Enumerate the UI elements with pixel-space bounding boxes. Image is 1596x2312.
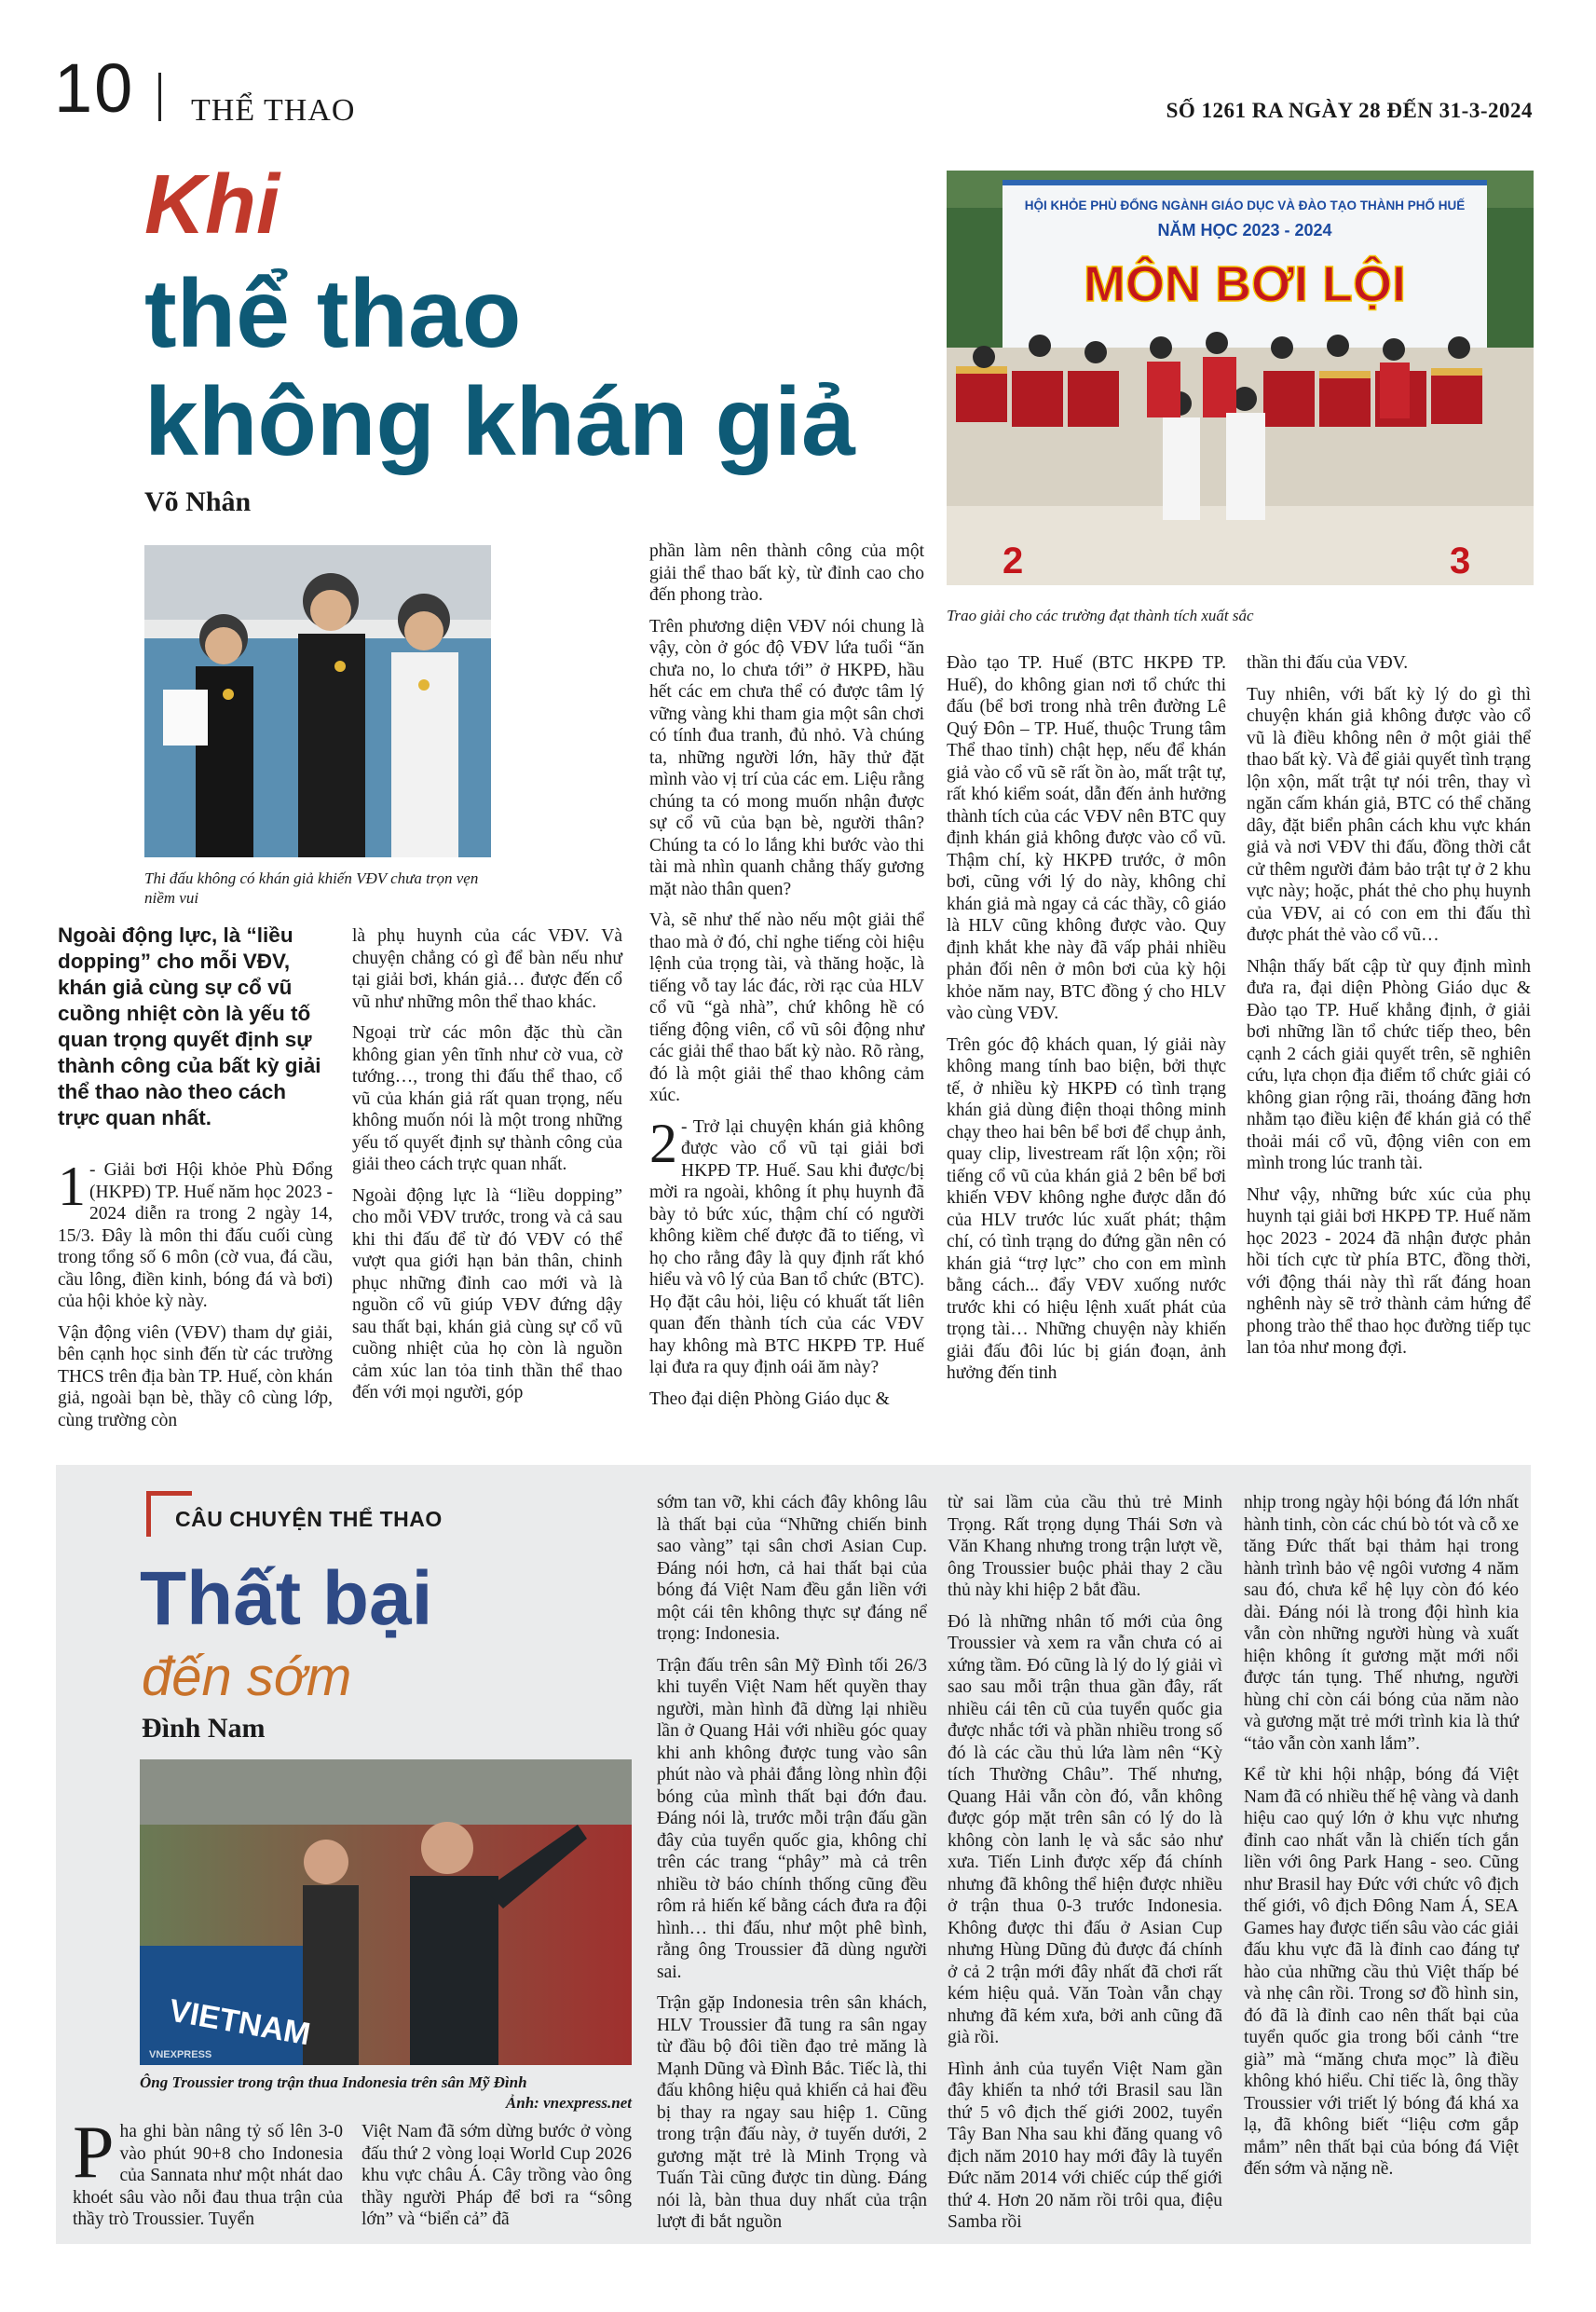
article1-col5-p1: thần thi đấu của VĐV. (1247, 653, 1409, 673)
award-ceremony-illustration (947, 171, 1534, 585)
article2-column-5 (1244, 1492, 1519, 2190)
article1-col3-p4: - Trở lại chuyện khán giả không được vào cổ vũ tại giải bơi HKPĐ TP. Huế. Sau khi được/bị mời ra ngoài, không ít phụ huynh đã bày tỏ bức xúc, thậm chí có người không kiềm chế được đã to tiếng, vì họ cho rằng đây là quy định rất khó hiểu và vô lý của Ban tổ chức (BTC). Họ đặt câu hỏi, liệu có khuất tất liên quan đến thành tích của các VĐV hay không mà BTC HKPĐ TP. Huế lại đưa ra quy định oái ăm này? (649, 1116, 924, 1377)
article2-col4-p1: từ sai lầm của cầu thủ trẻ Minh Trọng. Rất trọng dụng Thái Sơn và Văn Khang nhưng trong trận lượt về, ông Troussier buộc phải thay 2 cầu thủ này khi hiệp 2 bắt đầu. (948, 1493, 1222, 1600)
podium-2-icon: 2 (1003, 540, 1024, 581)
article2-col5-p2: Kể từ khi hội nhập, bóng đá Việt Nam đã có nhiều thế hệ vàng và danh hiệu cao quý lớn ở khu vực nhưng đỉnh cao nhất vẫn là chiến tích gắn liền với ông Park Hang - seo. Cũng như Brasil hay Đức với chức vô địch thế giới, vô địch Đông Nam Á, SEA Games hay được tiến sâu vào các giải đấu khu vực đã là đỉnh cao đáng tự hào của những cầu thủ Việt thấp bé và nhẹ cân rồi. Trong sơ đồ hình sin, đó đã là đỉnh cao nên thất bại của tuyển quốc gia trong bối cảnh “tre già” mà “măng chưa mọc” là điều không khó hiểu. Chỉ tiếc là, ông thầy Troussier với triết lý bóng đá khá xa lạ, đã không biết “liệu cơm gắp mắm” nên thất bại của bóng đá Việt đến sớm và nặng nề. (1244, 1765, 1519, 2179)
article2-dropcap: P (73, 2112, 115, 2194)
issue-info: SỐ 1261 RA NGÀY 28 ĐẾN 31-3-2024 (1166, 99, 1533, 122)
article1-byline: Võ Nhân (144, 486, 252, 517)
article2-title-line1: Thất bại (140, 1556, 433, 1641)
article1-col4-p1: Đào tạo TP. Huế (BTC HKPĐ TP. Huế), do không gian nơi tổ chức thi đấu (bể bơi trong nhà trên đường Lê Quý Đôn – TP. Huế, thuộc Trung tâm Thể thao tỉnh) chật hẹp, nếu để khán giả vào cổ vũ sẽ rất ồn ào, mất trật tự, rất khó kiểm soát, dẫn đến ảnh hưởng thành tích của các VĐV nên BTC quy định khán giả không được vào cổ vũ. Thậm chí, kỳ HKPĐ trước, ở môn bơi, cũng với lý do này, không chỉ khán giả mà ngay cả các thầy, cô giáo là HLV cũng không được vào. Quy định khắt khe này đã vấp phải nhiều phản đối nên ở môn bơi của kỳ hội khỏe năm nay, BTC đồng ý cho HLV vào cùng VĐV. (947, 653, 1226, 1023)
podium-3-icon: 3 (1450, 540, 1471, 581)
article2-title-line2: đến sớm (142, 1647, 352, 1707)
article2-col3-p3: Trận gặp Indonesia trên sân khách, HLV Troussier đã tung ra sân ngay từ đầu bộ đôi tiền đạo trẻ măng là Mạnh Dũng và Đình Bắc. Tiếc là, thi đấu không hiệu quả khiến cả hai đều bị thay ra ngay sau hiệp 1. Cũng trong trận đấu này, ở tuyến dưới, 2 gương mặt trẻ là Minh Trọng và Tuấn Tài cũng được tin dùng. Đáng nói là, bàn thua duy nhất của trận lượt đi bắt nguồn (657, 1993, 927, 2232)
swimmers-photo-caption: Thi đấu không có khán giả khiến VĐV chưa trọn vẹn niềm vui (144, 869, 479, 907)
article1-column-2 (352, 925, 622, 1414)
article1-col5-p2: Tuy nhiên, với bất kỳ lý do gì thì chuyện khán giả không được vào cổ vũ là điều không nên ở một giải thể thao bất kỳ. Và để giải quyết tình trạng lộn xộn, mất trật tự nói trên, thay vì ngăn cấm khán giả, BTC có thể chăng dây, đặt biển phân cách khu vực khán giả và nơi VĐV thi đấu, đồng thời cắt cử thêm người đảm bảo trật tự ở 2 khu vực này; hoặc, phát thẻ cho phụ huynh của VĐV, ai có con em thi đấu thì được phát thẻ vào cổ vũ… (1247, 684, 1531, 945)
article1-column-1 (58, 923, 333, 1441)
article1-col5-p4: Như vậy, những bức xúc của phụ huynh tại giải bơi HKPĐ TP. Huế năm học 2023 - 2024 đã nhận được phản hồi tích cực từ phía BTC, đồng thời, với động thái này thì rất đáng hoan nghênh này sẽ trở thành cảm hứng để phong trào thể thao học đường tiếp tục lan tỏa như mong đợi. (1247, 1184, 1531, 1358)
coach-photo-credit: Ảnh: vnexpress.net (505, 2094, 632, 2112)
photo-watermark: VNEXPRESS (149, 2049, 212, 2060)
header-divider (158, 73, 161, 121)
article1-col2-p1: là phụ huynh của các VĐV. Và chuyện chẳng có gì để bàn nếu như tại giải bơi, khán giả… được đến cổ vũ như những môn thể thao khác. (352, 926, 622, 1012)
article1-col1-p1: - Giải bơi Hội khỏe Phù Đổng (HKPĐ) TP. Huế năm học 2023 - 2024 diễn ra trong 2 ngày 14, 15/3. Đây là môn thi đấu cuối cùng trong tổng số 6 môn (cờ vua, đá cầu, cầu lông, điền kinh, bóng đá và bơi) của hội khỏe kỳ này. (58, 1160, 333, 1311)
article2-col4-p2: Đó là những nhân tố mới của ông Troussier và xem ra vẫn chưa có ai xứng tầm. Đó cũng là lý do lý giải vì sao sau mỗi trận thua gần đây, rất nhiều cái tên cũ của tuyển quốc gia được nhắc tới và phần nhiều trong số đó là các cầu thủ lứa làm nên “Kỳ tích Thường Châu”. Thế nhưng, Quang Hải vẫn còn đó, vẫn không được góp mặt trên sân có lý do là không còn lanh lẹ và sắc sảo như xưa. Tiến Linh được xếp đá chính nhưng đã không thể hiện được nhiều ở trận thua 0-3 trước Indonesia. Không được thi đấu ở Asian Cup nhưng Hùng Dũng đủ được đá chính ở cả 2 trận mới đây nhất đã chơi rất kém hiệu quả. Văn Toàn vẫn chạy nhưng đã kém xưa, bởi anh cũng đã già rồi. (948, 1611, 1222, 2047)
article1-col3-p5: Theo đại diện Phòng Giáo dục & (649, 1389, 890, 1409)
article1-column-4 (947, 652, 1226, 1394)
article2-column-2 (361, 2121, 632, 2240)
article2-byline: Đình Nam (142, 1713, 266, 1744)
section-name: THỂ THAO (191, 93, 356, 128)
article1-title-line3: không khán giả (144, 368, 855, 476)
article2-col5-p1: nhịp trong ngày hội bóng đá lớn nhất hành tinh, còn các chú bò tót và cỗ xe tăng Đức thất bại thảm hại trong hành trình bảo vệ ngôi vương 4 năm sau đó, chưa kể hệ lụy còn đó kéo dài. Đáng nói là trong đội hình kia vẫn còn những người hùng và xuất hiện không ít gương mặt mới nổi được tán tụng. Thế nhưng, người hùng chỉ còn cái bóng của năm nào và gương mặt trẻ mới trình kia là thứ “tảo vẫn còn xanh lắm”. (1244, 1493, 1519, 1754)
article1-col3-p2: Trên phương diện VĐV nói chung là vậy, còn ở góc độ VĐV lứa tuổi “ăn chưa no, lo chưa tới” ở HKPĐ, hầu hết các em chưa thể có được tâm lý vững vàng khi tham gia một sân chơi có tính đua tranh, đủ nhỏ. Và chúng ta, những người lớn, hãy thử đặt mình vào vị trí của các em. Liệu rằng chúng ta có mong muốn nhận được sự cổ vũ của bạn bè, người thân? Chúng ta có lo lắng khi bước vào thi tài mà nhìn quanh chẳng thấy gương mặt nào thân quen? (649, 616, 924, 899)
banner-line2: NĂM HỌC 2023 - 2024 (1157, 221, 1332, 239)
award-ceremony-photo (947, 171, 1534, 585)
article1-col2-p2: Ngoại trừ các môn đặc thù cần không gian yên tĩnh như cờ vua, cờ tướng…, trong thi đấu thể thao, cổ vũ của khán giả rất quan trọng, nếu không muốn nói là một trong những yếu tố quyết định sự thành công của giải theo cách trực quan nhất. (352, 1023, 622, 1174)
banner-line3: MÔN BƠI LỘI (1083, 256, 1407, 312)
coach-photo-caption: Ông Troussier trong trận thua Indonesia trên sân Mỹ Đình (140, 2073, 527, 2091)
banner-line1: HỘI KHỎE PHÙ ĐỔNG NGÀNH GIÁO DỤC VÀ ĐÀO TẠO THÀNH PHỐ HUẾ (1024, 198, 1466, 212)
article1-col3-p1: phần làm nên thành công của một giải thể thao bất kỳ, từ đỉnh cao cho đến phong trào. (649, 541, 924, 605)
award-photo-caption: Trao giải cho các trường đạt thành tích xuất sắc (947, 607, 1254, 624)
article1-title-word1: Khi (144, 158, 280, 252)
coach-illustration (140, 1759, 632, 2065)
article2-col1-text: ha ghi bàn nâng tỷ số lên 3-0 vào phút 90+8 cho Indonesia của Sannata như một nhát dao khoét sâu vào nỗi đau thua trận của thầy trò Troussier. Tuyển (73, 2122, 343, 2229)
article2-col2-text: Việt Nam đã sớm dừng bước ở vòng đấu thứ 2 vòng loại World Cup 2026 khu vực châu Á. Cây trồng vào ông thầy người Pháp để bơi ra “sông lớn” và “biển cả” đã (361, 2122, 632, 2229)
article1-lead: Ngoài động lực, là “liều dopping” cho mỗi VĐV, khán giả cùng sự cổ vũ cuồng nhiệt còn là yếu tố quan trọng quyết định sự thành công của bất kỳ giải thể thao nào theo cách trực quan nhất. (58, 923, 321, 1129)
article1-col3-p3: Và, sẽ như thế nào nếu một giải thể thao mà ở đó, chỉ nghe tiếng còi hiệu lệnh của trọng tài, và thăng hoặc, là tiếng vỗ tay lác đác, rời rạc của HLV cổ vũ “gà nhà”, chứ không hề có tiếng động viên, cổ vũ sôi động như các giải thể thao bất kỳ nào. Rõ ràng, đó là một giải thể thao không cảm xúc. (649, 910, 924, 1105)
article2-column-4 (948, 1492, 1222, 2243)
coach-photo (140, 1759, 632, 2065)
article1-col5-p3: Nhận thấy bất cập từ quy định mình đưa ra, đại diện Phòng Giáo dục & Đào tạo TP. Huế khẳng định, ở giải bơi những lần tổ chức tiếp theo, bên cạnh 2 cách giải quyết trên, sẽ nghiên cứu, lựa chọn địa điểm tổ chức giải có không gian rộng rãi, thoáng đãng hơn nhằm tạo điều kiện để khán giả có thể thoải mái cổ vũ, động viên con em mình trong lúc tranh tài. (1247, 956, 1531, 1173)
article2-column-3 (657, 1492, 927, 2243)
page-number: 10 (54, 49, 135, 127)
article1-column-5 (1247, 652, 1531, 1369)
swimmers-illustration (144, 545, 491, 857)
article1-col2-p3: Ngoài động lực là “liều dopping” cho mỗi VĐV trước, trong và cả sau khi thi đấu để từ đó VĐV có thể vượt qua giới hạn bản thân, chinh phục những đỉnh cao mới và là nguồn cổ vũ giúp VĐV đứng dậy sau thất bại, khán giả cùng sự cổ vũ cuồng nhiệt của họ còn là nguồn cảm xúc lan tỏa tinh thần thể thao đến với mọi người, góp (352, 1185, 622, 1402)
article2-column-1 (73, 2112, 343, 2240)
article2-col3-p1: sớm tan vỡ, khi cách đây không lâu là thất bại của “Những chiến binh sao vàng” tại sân chơi Asian Cup. Đáng nói hơn, cả hai thất bại của bóng đá Việt Nam đều gắn liền với một cái tên không thực sự đáng nể trọng: Indonesia. (657, 1493, 927, 1644)
article1-drop-2: 2 (649, 1112, 677, 1174)
article1-col1-p2: Vận động viên (VĐV) tham dự giải, bên cạnh học sinh đến từ các trường THCS trên địa bàn TP. Huế, còn khán giả, ngoài bạn bè, thầy cô cùng lớp, cùng trường còn (58, 1322, 333, 1430)
jersey-text: VIETNAM (166, 1992, 313, 2053)
article2-kicker: CÂU CHUYỆN THỂ THAO (175, 1507, 443, 1531)
article1-drop-1: 1 (58, 1156, 86, 1217)
swimmers-photo (144, 545, 491, 857)
article2-col4-p3: Hình ảnh của tuyển Việt Nam gần đây khiến ta nhớ tới Brasil sau lần thứ 5 vô địch thế giới 2002, tuyển Tây Ban Nha sau khi đăng quang vô địch năm 2010 hay mới đây là tuyển Đức năm 2014 với chiếc cúp thế giới thứ 4. Hơn 20 năm rồi trôi qua, điệu Samba rồi (948, 2059, 1222, 2232)
article1-column-3 (649, 540, 924, 1419)
article1-col4-p2: Trên góc độ khách quan, lý giải này không mang tính bao biện, bởi thực tế, ở nhiều kỳ HKPĐ có tình trạng khán giả dùng điện thoại thông minh chạy theo hai bên bể bơi để chụp ảnh, quay clip, livestream rất lộn xộn; rồi tiếng cổ vũ của khán giả 2 bên bể bơi khiến VĐV không nghe được dẫn đó của HLV trước lúc xuất phát; thậm chí, có tình trạng do đứng gần nên có khán giả “trợ lực” cho con em mình bằng cách... đẩy VĐV xuống nước trước khi có hiệu lệnh xuất phát của trọng tài… Những chuyện này khiến giải đấu đôi lúc bị gián đoạn, ảnh hưởng đến tinh (947, 1034, 1226, 1383)
article2-col3-p2: Trận đấu trên sân Mỹ Đình tối 26/3 khi tuyển Việt Nam hết quyền thay người, màn hình đã dừng lại nhiều lần ở Quang Hải với nhiều góc quay khi anh không được tung vào sân phút nào và phải đắng lòng nhìn đội bóng của mình thất bại đớn đau. Đáng nói là, trước mỗi trận đấu gần đây của tuyển quốc gia, không chỉ trên các trang “phây” mà cả trên nhiều tờ báo chính thống cũng đều rôm rả hiến kế bằng cách đưa ra đội hình… thi đấu, như một phê bình, rằng ông Troussier đã dùng người sai. (657, 1655, 927, 1982)
article1-title-line2: thể thao (144, 260, 522, 368)
